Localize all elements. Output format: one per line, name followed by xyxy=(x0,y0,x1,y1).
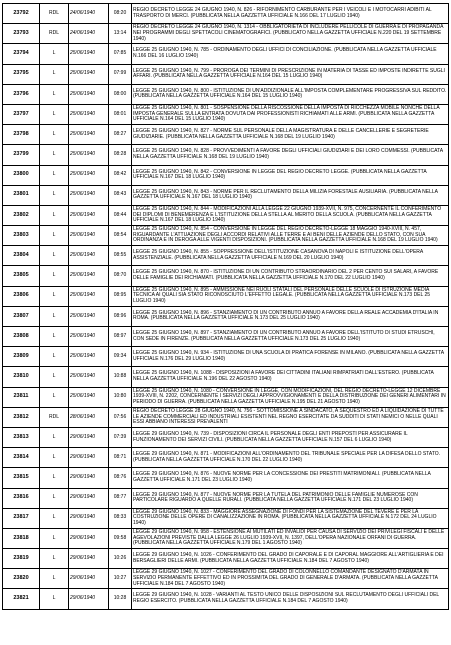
act-description: LEGGE 25 GIUGNO 1940, N. 896 - STANZIAMENTO DI UN CONTRIBUTO ANNUO A FAVORE DELLA REALE ACCADEMIA D'ITALIA IN ROMA. (PUBBLICATA NELLA GAZZETTA UFFICIALE N.173 DEL 25 LUGLIO 1940) xyxy=(132,306,449,326)
table-row xyxy=(3,407,449,427)
act-date: 25/06/1940 xyxy=(69,246,109,266)
entry-number: 23799 xyxy=(3,145,40,165)
entry-number: 23806 xyxy=(3,286,40,306)
act-description: LEGGE 25 GIUGNO 1940, N. 799 - PROROGA DEI TERMINI DI PRESCRIZIONE IN MATERIA DI TASSE ED IMPOSTE INDIRETTE SUGLI AFFARI. (PUBBLICATA NELLA GAZZETTA UFFICIALE N.164 DEL 15 LUGLIO 1940) xyxy=(132,64,449,84)
act-type: L xyxy=(40,508,69,528)
act-type: L xyxy=(40,327,69,347)
act-date: 25/06/1940 xyxy=(69,205,109,225)
act-type: L xyxy=(40,306,69,326)
table-row xyxy=(3,549,449,569)
act-date: 29/06/1940 xyxy=(69,488,109,508)
entry-number: 23794 xyxy=(3,44,40,64)
act-date: 25/06/1940 xyxy=(69,84,109,104)
page-ref: 10:88 xyxy=(109,367,132,387)
act-description: LEGGE 25 GIUGNO 1940, N. 854 - CONVERSIONE IN LEGGE DEL REGIO DECRETO-LEGGE 18 MAGGIO 1940-XVIII, N. 457, RIGUARDANTE L'ATTUAZIONE DEGLI ACCORDI RELATIVI ALLE TERRE E AI BENI DELLE AZIENDE DELLO STATO, CON SUA ORDINANZA E IN DEROGA ALLE VIGENTI DISPOSIZIONI. (PUBBLICATA NELLA GAZZETTA UFFICIALE N.168 DEL 19 LUGLIO 1940) xyxy=(132,226,449,246)
act-type: L xyxy=(40,427,69,447)
entry-number: 23813 xyxy=(3,427,40,447)
table-row xyxy=(3,246,449,266)
act-date: 24/06/1940 xyxy=(69,4,109,24)
act-description: LEGGE 25 GIUGNO 1940, N. 828 - PROVVEDIMENTI A FAVORE DEGLI UFFICIALI GIUDIZIARI E DEI LORO COMMESSI. (PUBBLICATA NELLA GAZZETTA UFFICIALE N.168 DEL 19 LUGLIO 1940) xyxy=(132,145,449,165)
act-description: LEGGE 29 GIUGNO 1940, N. 739 - DISPOSIZIONI CIRCA IL PERSONALE DEGLI ENTI PREPOSTI PER ASSICURARE IL FUNZIONAMENTO DEI SERVIZI CIVILI. (PUBBLICATA NELLA GAZZETTA UFFICIALE N.157 DEL 6 LUGLIO 1940) xyxy=(132,427,449,447)
page-ref: 08:42 xyxy=(109,165,132,185)
act-description: LEGGE 25 GIUGNO 1940, N. 1080 - CONVERSIONE IN LEGGE, CON MODIFICAZIONI, DEL REGIO DECRETO-LEGGE 12 DICEMBRE 1939-XVIII, N. 2202, CONCERNENTE I SERVIZI DEGLI APPROVVIGIONAMENTI E DELLA DISTRIBUZIONE DEI GENERI ALIMENTARI IN PERIODO DI GUERRA. (PUBBLICATA NELLA GAZZETTA UFFICIALE N.195 DEL 21 AGOSTO 1940) xyxy=(132,387,449,407)
act-type: L xyxy=(40,468,69,488)
entry-number: 23818 xyxy=(3,528,40,548)
table-row xyxy=(3,528,449,548)
table-row xyxy=(3,448,449,468)
act-description: REGIO DECRETO LEGGE 24 GIUGNO 1940, N. 826 - RIFORNIMENTO CARBURANTE PER I VEICOLI E I MOTOCARRI ADIBITI AL TRASPORTO DI MERCI. (PUBBLICATA NELLA GAZZETTA UFFICIALE N.166 DEL 17 LUGLIO 1940) xyxy=(132,4,449,24)
act-date: 29/06/1940 xyxy=(69,589,109,609)
entry-number: 23804 xyxy=(3,246,40,266)
table-row xyxy=(3,4,449,24)
act-type: RDL xyxy=(40,4,69,24)
entry-number: 23810 xyxy=(3,367,40,387)
table-row xyxy=(3,84,449,104)
act-description: LEGGE 29 GIUGNO 1940, N. 876 - NUOVE NORME PER LA CONCESSIONE DEI PRESTITI MATRIMONIALI. (PUBBLICATA NELLA GAZZETTA UFFICIALE N.171 DEL 23 LUGLIO 1940) xyxy=(132,468,449,488)
act-description: LEGGE 29 GIUGNO 1940, N. 958 - ESTENSIONE AI MUTILATI ED INVALIDI PER CAUSA DI SERVIZIO DEI PRIVILEGI FISCALI E DELLE AGEVOLAZIONI PREVISTE DALLA LEGGE 26 LUGLIO 1939-XVII, N. 1397, DELL'OPERA NAZIONALE ORFANI DI GUERRA. (PUBBLICATA NELLA GAZZETTA UFFICIALE N.179 DEL 1 AGOSTO 1940) xyxy=(132,528,449,548)
act-type: RDL xyxy=(40,407,69,427)
page-ref: 09:58 xyxy=(109,528,132,548)
act-description: LEGGE 29 GIUGNO 1940, N. 1026 - CONFERIMENTO DEL GRADO DI CAPORALE E DI CAPORAL MAGGIORE ALL'ARTIGLIERIA E DEI BERSAGLIERI DELLE ARMI. (PUBBLICATA NELLA GAZZETTA UFFICIALE N.184 DEL 7 AGOSTO 1940) xyxy=(132,549,449,569)
table-row xyxy=(3,468,449,488)
act-description: LEGGE 25 GIUGNO 1940, N. 843 - NORME PER IL RECLUTAMENTO DELLA MILIZIA FORESTALE AUSILIARIA. (PUBBLICATA NELLA GAZZETTA UFFICIALE N.167 DEL 18 LUGLIO 1940) xyxy=(132,185,449,205)
entry-number: 23815 xyxy=(3,468,40,488)
register-body xyxy=(3,4,449,610)
act-description: LEGGE 29 GIUGNO 1940, N. 1027 - CONFERIMENTO DEL GRADO DI COLONNELLO COMANDANTE DESIGNATO D'ARMATA IN SERVIZIO PERMANENTE EFFETTIVO ED IN PROSSIMITA DEL GRADO DI GENERALE D'ARMATA. (PUBBLICATA NELLA GAZZETTA UFFICIALE N.184 DEL 7 AGOSTO 1940) xyxy=(132,569,449,589)
table-row xyxy=(3,104,449,124)
act-description: LEGGE 29 GIUGNO 1940, N. 871 - MODIFICAZIONI ALL'ORDINAMENTO DEL TRIBUNALE SPECIALE PER LA DIFESA DELLO STATO. (PUBBLICATA NELLA GAZZETTA UFFICIALE N.170 DEL 22 LUGLIO 1940) xyxy=(132,448,449,468)
entry-number: 23801 xyxy=(3,185,40,205)
act-date: 29/06/1940 xyxy=(69,569,109,589)
page-ref: 07:39 xyxy=(109,427,132,447)
entry-number: 23795 xyxy=(3,64,40,84)
act-date: 25/06/1940 xyxy=(69,387,109,407)
table-row xyxy=(3,589,449,609)
act-type: L xyxy=(40,64,69,84)
act-description: REGIO DECRETO LEGGE 24 GIUGNO 1940, N. 1314 - OBBLIGATORIETA DI INCLUDERE PELLICOLE DI GUERRA E DI PROPAGANDA NEI PROGRAMMI DEGLI SPETTACOLI CINEMATOGRAFICI. (PUBBLICATO NELLA GAZZETTA UFFICIALE N.220 DEL 19 SETTEMBRE 1940) xyxy=(132,24,449,44)
act-type: L xyxy=(40,246,69,266)
act-type: L xyxy=(40,569,69,589)
table-row xyxy=(3,327,449,347)
table-row xyxy=(3,125,449,145)
act-date: 25/06/1940 xyxy=(69,327,109,347)
page-ref: 08:71 xyxy=(109,448,132,468)
page-ref: 10:28 xyxy=(109,589,132,609)
entry-number: 23800 xyxy=(3,165,40,185)
table-row xyxy=(3,306,449,326)
entry-number: 23793 xyxy=(3,24,40,44)
act-date: 25/06/1940 xyxy=(69,286,109,306)
act-description: LEGGE 25 GIUGNO 1940, N. 800 - ISTITUZIONE DI UN'ADDIZIONALE ALL'IMPOSTA COMPLEMENTARE PROGRESSIVA SUL REDDITO. (PUBBLICATA NELLA GAZZETTA UFFICIALE N.164 DEL 15 LUGLIO 1940) xyxy=(132,84,449,104)
act-date: 25/06/1940 xyxy=(69,104,109,124)
act-date: 29/06/1940 xyxy=(69,427,109,447)
act-description: LEGGE 25 GIUGNO 1940, N. 895 - AMMISSIONE NEI RUOLI STATALI DEL PERSONALE DELLE SCUOLE DI ISTRUZIONE MEDIA TECNICA AI QUALI SIA STATO RICONOSCIUTO L'EFFETTO LEGALE. (PUBBLICATA NELLA GAZZETTA UFFICIALE N.173 DEL 25 LUGLIO 1940) xyxy=(132,286,449,306)
act-date: 25/06/1940 xyxy=(69,44,109,64)
entry-number: 23819 xyxy=(3,549,40,569)
entry-number: 23803 xyxy=(3,226,40,246)
act-date: 25/06/1940 xyxy=(69,306,109,326)
act-date: 29/06/1940 xyxy=(69,549,109,569)
table-row xyxy=(3,488,449,508)
table-row xyxy=(3,185,449,205)
act-description: LEGGE 25 GIUGNO 1940, N. 897 - STANZIAMENTO DI UN CONTRIBUTO ANNUO A FAVORE DELL'ISTITUTO DI STUDI ETRUSCHI, CON SEDE IN FIRENZE. (PUBBLICATA NELLA GAZZETTA UFFICIALE N.173 DEL 25 LUGLIO 1940) xyxy=(132,327,449,347)
entry-number: 23821 xyxy=(3,589,40,609)
act-type: L xyxy=(40,347,69,367)
act-description: LEGGE 25 GIUGNO 1940, N. 827 - NORME SUL PERSONALE DELLA MAGISTRATURA E DELLE CANCELLERIE E SEGRETERIE GIUDIZIARIE. (PUBBLICATA NELLA GAZZETTA UFFICIALE N.168 DEL 19 LUGLIO 1940) xyxy=(132,125,449,145)
act-type: L xyxy=(40,205,69,225)
act-description: LEGGE 29 GIUGNO 1940, N. 1028 - VARIANTI AL TESTO UNICO DELLE DISPOSIZIONI SUL RECLUTAMENTO DEGLI UFFICIALI DEL REGIO ESERCITO. (PUBBLICATA NELLA GAZZETTA UFFICIALE N.184 DEL 7 AGOSTO 1940) xyxy=(132,589,449,609)
page-ref: 09:34 xyxy=(109,347,132,367)
act-description: REGIO DECRETO LEGGE 28 GIUGNO 1940, N. 756 - SOTTOMISSIONE A SINDACATO, A SEQUESTRO ED A LIQUIDAZIONE DI TUTTE LE AZIENDE COMMERCIALI ED INDUSTRIALI ESISTENTI NEL REGNO ESERCITATE DA SUDDITI DI STATI NEMICI O NELLE QUALI ESSI ABBIANO INTERESSI PREVALENTI xyxy=(132,407,449,427)
table-row xyxy=(3,226,449,246)
act-type: L xyxy=(40,589,69,609)
table-row xyxy=(3,205,449,225)
act-date: 25/06/1940 xyxy=(69,185,109,205)
act-date: 29/06/1940 xyxy=(69,468,109,488)
entry-number: 23809 xyxy=(3,347,40,367)
page-ref: 08:28 xyxy=(109,145,132,165)
table-row xyxy=(3,387,449,407)
act-description: LEGGE 25 GIUGNO 1940, N. 1088 - DISPOSIZIONI A FAVORE DEI CITTADINI ITALIANI RIMPATRIATI DALL'ESTERO. (PUBBLICATA NELLA GAZZETTA UFFICIALE N.196 DEL 22 AGOSTO 1940) xyxy=(132,367,449,387)
entry-number: 23807 xyxy=(3,306,40,326)
entry-number: 23817 xyxy=(3,508,40,528)
act-type: L xyxy=(40,448,69,468)
act-type: L xyxy=(40,165,69,185)
table-row xyxy=(3,367,449,387)
table-row xyxy=(3,165,449,185)
page-ref: 08:20 xyxy=(109,4,132,24)
table-row xyxy=(3,266,449,286)
law-register-table xyxy=(2,3,449,610)
entry-number: 23820 xyxy=(3,569,40,589)
page-ref: 08:76 xyxy=(109,468,132,488)
page-ref: 08:95 xyxy=(109,286,132,306)
act-type: L xyxy=(40,125,69,145)
act-type: L xyxy=(40,185,69,205)
act-date: 25/06/1940 xyxy=(69,226,109,246)
act-date: 29/06/1940 xyxy=(69,508,109,528)
act-description: LEGGE 25 GIUGNO 1940, N. 870 - ISTITUZIONE DI UN CONTRIBUTO STRAORDINARIO DEL 2 PER CENTO SUI SALARI, A FAVORE DELLE FAMIGLIE DEI RICHIAMATI. (PUBBLICATA NELLA GAZZETTA UFFICIALE N.170 DEL 22 LUGLIO 1940) xyxy=(132,266,449,286)
act-date: 24/06/1940 xyxy=(69,24,109,44)
act-type: L xyxy=(40,266,69,286)
page-ref: 08:43 xyxy=(109,185,132,205)
act-date: 25/06/1940 xyxy=(69,125,109,145)
act-type: L xyxy=(40,226,69,246)
page-ref: 07:99 xyxy=(109,64,132,84)
table-row xyxy=(3,347,449,367)
act-type: L xyxy=(40,286,69,306)
act-description: LEGGE 29 GIUGNO 1940, N. 833 - MAGGIORE ASSEGNAZIONE DI FONDI PER LA SISTEMAZIONE DEL TEVERE E PER LA COSTRUZIONE DELLE OPERE DI CANALIZZAZIONE IN ROMA. (PUBBLICATA NELLA GAZZETTA UFFICIALE N.172 DEL 24 LUGLIO 1940) xyxy=(132,508,449,528)
act-description: LEGGE 25 GIUGNO 1940, N. 934 - ISTITUZIONE DI UNA SCUOLA DI PRATICA FORENSE IN MILANO. (PUBBLICATA NELLA GAZZETTA UFFICIALE N.176 DEL 29 LUGLIO 1940) xyxy=(132,347,449,367)
act-description: LEGGE 25 GIUGNO 1940, N. 842 - CONVERSIONE IN LEGGE DEL REGIO DECRETO LEGGE. (PUBBLICATA NELLA GAZZETTA UFFICIALE N.167 DEL 18 LUGLIO 1940) xyxy=(132,165,449,185)
entry-number: 23796 xyxy=(3,84,40,104)
table-row xyxy=(3,64,449,84)
table-row xyxy=(3,427,449,447)
table-row xyxy=(3,44,449,64)
page-ref: 08:70 xyxy=(109,266,132,286)
page-ref: 08:96 xyxy=(109,306,132,326)
act-type: L xyxy=(40,145,69,165)
entry-number: 23811 xyxy=(3,387,40,407)
act-date: 29/06/1940 xyxy=(69,448,109,468)
entry-number: 23816 xyxy=(3,488,40,508)
act-type: L xyxy=(40,488,69,508)
entry-number: 23812 xyxy=(3,407,40,427)
entry-number: 23797 xyxy=(3,104,40,124)
page-ref: 08:00 xyxy=(109,84,132,104)
act-date: 29/06/1940 xyxy=(69,528,109,548)
page-ref: 08:77 xyxy=(109,488,132,508)
act-type: L xyxy=(40,367,69,387)
act-date: 25/06/1940 xyxy=(69,367,109,387)
act-type: L xyxy=(40,44,69,64)
act-date: 28/06/1940 xyxy=(69,407,109,427)
act-type: L xyxy=(40,104,69,124)
table-row xyxy=(3,145,449,165)
act-type: L xyxy=(40,549,69,569)
table-row xyxy=(3,508,449,528)
entry-number: 23805 xyxy=(3,266,40,286)
act-type: L xyxy=(40,387,69,407)
page-ref: 10:26 xyxy=(109,549,132,569)
table-row xyxy=(3,24,449,44)
page-ref: 10:80 xyxy=(109,387,132,407)
entry-number: 23802 xyxy=(3,205,40,225)
page-ref: 13:14 xyxy=(109,24,132,44)
entry-number: 23798 xyxy=(3,125,40,145)
act-description: LEGGE 25 GIUGNO 1940, N. 844 - MODIFICAZIONI ALLA LEGGE 22 GIUGNO 1939-XVII, N. 975, CONCERNENTE IL CONFERIMENTO DEI DIPLOMI DI BENEMERENZA E L'ISTITUZIONE DELLA STELLA AL MERITO DELLA SCUOLA. (PUBBLICATA NELLA GAZZETTA UFFICIALE N.167 DEL 18 LUGLIO 1940) xyxy=(132,205,449,225)
page-ref: 08:97 xyxy=(109,327,132,347)
act-description: LEGGE 25 GIUGNO 1940, N. 801 - SOSPENSIONE DELLA RISCOSSIONE DELLA IMPOSTA DI RICCHEZZA MOBILE NONCHE DELLA IMPOSTA GENERALE SULLA ENTRATA DOVUTA DAI PROFESSIONISTI RICHIAMATI ALLE ARMI. (PUBBLICATA NELLA GAZZETTA UFFICIALE N.164 DEL 15 LUGLIO 1940) xyxy=(132,104,449,124)
act-description: LEGGE 25 GIUGNO 1940, N. 855 - SOPPRESSIONE DELL'ISTITUZIONE CASANOVA DI NAPOLI E ISTITUZIONE DELL'OPERA ASSISTENZIALE. (PUBBLICATA NELLA GAZZETTA UFFICIALE N.169 DEL 20 LUGLIO 1940) xyxy=(132,246,449,266)
page-ref: 07:85 xyxy=(109,44,132,64)
act-type: RDL xyxy=(40,24,69,44)
act-date: 25/06/1940 xyxy=(69,64,109,84)
act-description: LEGGE 29 GIUGNO 1940, N. 877 - NUOVE NORME PER LA TUTELA DEL PATRIMONIO DELLE FAMIGLIE NUMEROSE CON PARTICOLARE RIGUARDO A QUELLE RURALI. (PUBBLICATA NELLA GAZZETTA UFFICIALE N.171 DEL 23 LUGLIO 1940) xyxy=(132,488,449,508)
act-type: L xyxy=(40,84,69,104)
act-date: 25/06/1940 xyxy=(69,165,109,185)
page-ref: 08:44 xyxy=(109,205,132,225)
page-ref: 10:27 xyxy=(109,569,132,589)
act-type: L xyxy=(40,528,69,548)
page-ref: 08:54 xyxy=(109,226,132,246)
entry-number: 23814 xyxy=(3,448,40,468)
act-date: 25/06/1940 xyxy=(69,347,109,367)
table-row xyxy=(3,286,449,306)
entry-number: 23792 xyxy=(3,4,40,24)
page-ref: 08:33 xyxy=(109,508,132,528)
page-ref: 08:27 xyxy=(109,125,132,145)
act-description: LEGGE 25 GIUGNO 1940, N. 785 - ORDINAMENTO DEGLI UFFICI DI CONCILIAZIONE. (PUBBLICATA NELLA GAZZETTA UFFICIALE N.166 DEL 16 LUGLIO 1940) xyxy=(132,44,449,64)
page-ref: 08:55 xyxy=(109,246,132,266)
table-row xyxy=(3,569,449,589)
act-date: 25/06/1940 xyxy=(69,266,109,286)
act-date: 25/06/1940 xyxy=(69,145,109,165)
entry-number: 23808 xyxy=(3,327,40,347)
page-ref: 08:01 xyxy=(109,104,132,124)
page-ref: 07:56 xyxy=(109,407,132,427)
